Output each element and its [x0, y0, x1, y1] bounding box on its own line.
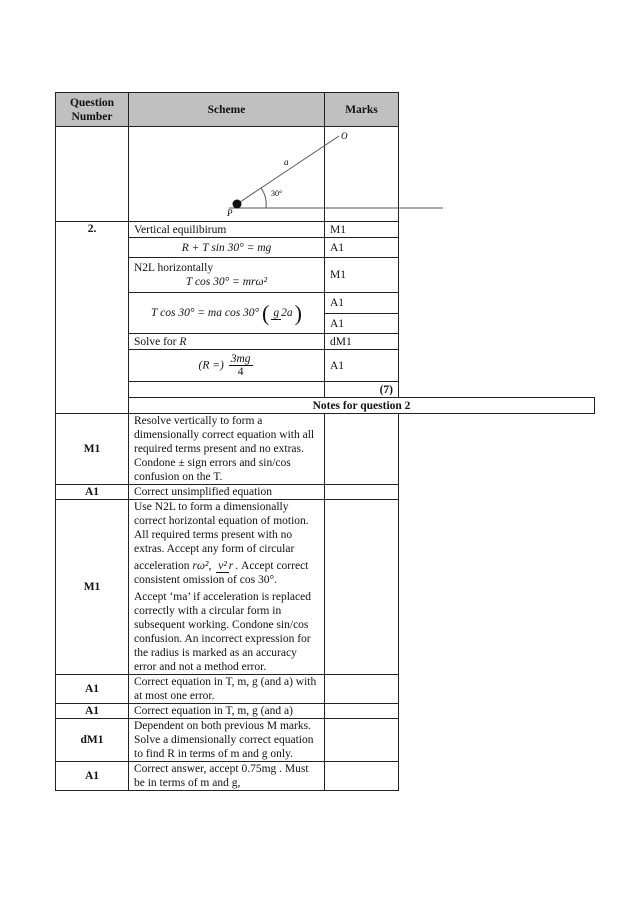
- scheme-text: Solve for: [134, 335, 180, 348]
- denominator: 2a: [281, 306, 293, 319]
- note-mark: M1: [56, 500, 129, 675]
- numerator: v²: [218, 559, 227, 572]
- note-row: [56, 675, 595, 704]
- table-row: [56, 350, 595, 382]
- equation-text: T cos 30° = ma cos 30°: [151, 306, 260, 319]
- numerator: g: [273, 306, 280, 319]
- note-row: [56, 414, 595, 485]
- table-row: [56, 258, 595, 293]
- fraction: [216, 560, 233, 573]
- numerator: 3mg: [230, 352, 251, 365]
- fraction: [229, 353, 253, 379]
- note-text: Resolve vertically to form a dimensionally correct equation with all required terms present and no extras. Condone ± sign errors and sin/cos confusion on the T.: [129, 414, 325, 485]
- mark: M1: [325, 258, 399, 293]
- scheme-cell: [129, 258, 325, 293]
- equation: T cos 30° = ma cos 30° ( g 2a): [129, 293, 325, 334]
- table-row: [56, 293, 595, 314]
- label-a: a: [284, 157, 289, 167]
- equation-text: T cos 30° = mrω²: [185, 276, 268, 288]
- note-span: acceleration: [134, 560, 190, 572]
- diagram-cell: [129, 127, 348, 222]
- math: cos 30°: [239, 574, 275, 586]
- note-mark: dM1: [56, 719, 129, 762]
- diagram-row: [56, 127, 595, 222]
- scheme-text: Vertical equilibirum: [129, 222, 325, 238]
- note-span: .: [274, 574, 277, 586]
- scheme-text: N2L horizontally: [134, 262, 214, 274]
- note-text: Correct answer, accept 0.75mg . Must be in terms of m and g,: [129, 762, 325, 791]
- scheme-cell: [129, 334, 325, 350]
- question-number: 2.: [56, 222, 129, 414]
- note-text: Correct unsimplified equation: [129, 485, 325, 500]
- note-mark: A1: [56, 704, 129, 719]
- table-row: [56, 222, 595, 238]
- table-row: [56, 238, 595, 258]
- note-row: [56, 704, 595, 719]
- note-span: ,: [208, 560, 212, 572]
- header-scheme: Scheme: [129, 93, 325, 127]
- equation: [129, 238, 325, 258]
- mark: A1: [325, 314, 399, 334]
- equation: [129, 350, 325, 382]
- variable: R: [179, 335, 187, 348]
- notes-title: Notes for question 2: [129, 398, 595, 414]
- note-row: [56, 762, 595, 791]
- label-o: O: [341, 131, 348, 141]
- table-row: [56, 382, 595, 398]
- note-text: Correct equation in T, m, g (and a): [129, 704, 325, 719]
- note-paragraph: Use N2L to form a dimensionally correct horizontal equation of motion. All required terms present with no extras. Accept any form of circular: [134, 501, 309, 555]
- note-text: [129, 500, 325, 675]
- diagram: [129, 127, 521, 217]
- note-row: [56, 500, 595, 675]
- mark: A1: [325, 293, 399, 314]
- mark: A1: [325, 238, 399, 258]
- label-angle: 30°: [271, 189, 283, 198]
- mark-scheme-table: [55, 92, 595, 791]
- note-paragraph: Accept ‘ma’ if acceleration is replaced correctly with a circular form in subsequent working. Condone sin/cos confusion. An incorrect expression for the radius is marked as an accuracy error and not a method error.: [134, 591, 311, 673]
- notes-header: [56, 398, 595, 414]
- note-span: . Accept correct consistent omission of: [134, 560, 309, 586]
- note-mark: A1: [56, 485, 129, 500]
- equation-text: R + T sin 30° = mg: [181, 241, 272, 254]
- note-mark: A1: [56, 675, 129, 704]
- denominator: 4: [237, 365, 244, 378]
- equation-text: (R =): [198, 359, 224, 372]
- mark: M1: [325, 222, 399, 238]
- note-row: [56, 719, 595, 762]
- note-row: [56, 485, 595, 500]
- table-header: [56, 93, 595, 127]
- note-text: Dependent on both previous M marks. Solve a dimensionally correct equation to find R in terms of m and g only.: [129, 719, 325, 762]
- header-question-number: Question Number: [56, 93, 129, 127]
- note-text: Correct equation in T, m, g (and a) with at most one error.: [129, 675, 325, 704]
- total-marks: (7): [325, 382, 399, 398]
- header-marks: Marks: [325, 93, 399, 127]
- table-row: [56, 334, 595, 350]
- note-mark: A1: [56, 762, 129, 791]
- mark: A1: [325, 350, 399, 382]
- mark: dM1: [325, 334, 399, 350]
- fraction: [271, 307, 292, 320]
- label-p: P: [227, 208, 233, 217]
- denominator: r: [228, 559, 234, 572]
- math: rω²: [192, 560, 209, 572]
- note-paragraph: [134, 559, 319, 587]
- note-mark: M1: [56, 414, 129, 485]
